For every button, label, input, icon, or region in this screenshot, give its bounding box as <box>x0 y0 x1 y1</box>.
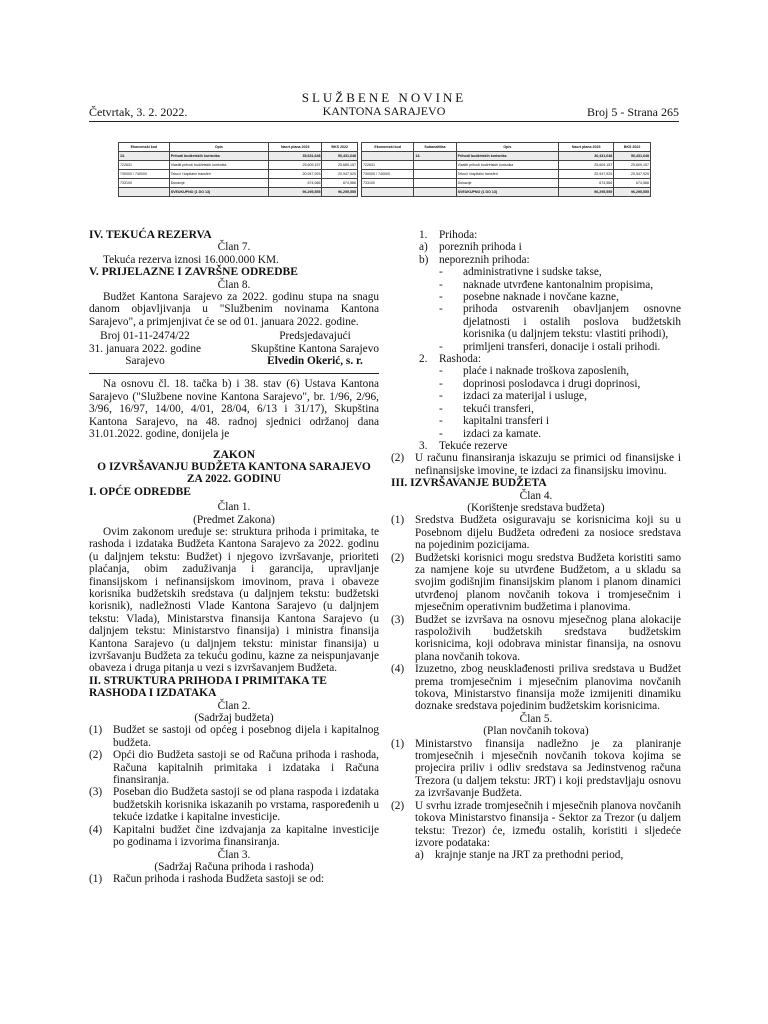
list-item: a) poreznih prihoda i <box>419 241 522 254</box>
table-cell: 674,566 <box>559 179 614 188</box>
list-item: - primljeni transferi, donacije i ostali prihodi. <box>439 340 661 353</box>
table-row <box>119 170 358 179</box>
table-cell <box>414 170 456 179</box>
table-cell: 733100 <box>119 179 170 188</box>
list-item: (2) U svrhu izrade tromjesečnih i mjesečnih planova novčanih tokova Ministarstvo finansija - Sektor za Trezor (u daljem tekstu: Trezor) će, između ostalih, koristiti i sljedeće izvore podataka: <box>391 799 681 849</box>
list-item: a) krajnje stanje na JRT za prethodni period, <box>415 849 624 862</box>
table-header-cell: Nacrt plana 2023 <box>269 143 322 152</box>
signatory-body: Skupštine Kantona Sarajevo <box>250 342 379 355</box>
table-cell: 674,566 <box>614 179 651 188</box>
article-1-text: Ovim zakonom uređuje se: struktura prihoda i primitaka, te rashoda i izdataka Budžeta Kantona Sarajevo za 2022. godinu (u daljnjem tekstu: Budžet) i njegovo izvršavanje, prioriteti plaćanja, obim zaduživanja i garancija, upravljanje finansijskom i nefinansijskom imovinom, prava i obaveze korisnika budžetskih sredstava (u daljnjem tekstu: budžetski korisnik), nadležnosti Vlade Kantona Sarajevo (u daljnjem tekstu: Vlada), Ministarstva finansija Kantona Sarajevo (u daljnjem tekstu: Ministarstvo finansija) i ministra finansija Kantona Sarajevo (u daljnjem tekstu: ministar finansija) u izvršavanju Budžeta za tekuću godinu, kazne za neispunjavanje obaveza i druga pitanja u vezi s izvršavanjem Budžeta. <box>89 525 379 675</box>
table-row <box>362 188 651 197</box>
list-item: - doprinosi poslodavca i drugi doprinosi, <box>439 377 641 390</box>
table-row <box>362 170 651 179</box>
article-7-title: Član 7. <box>217 241 251 254</box>
table-cell: 722631 <box>362 161 414 170</box>
table-row <box>119 152 358 161</box>
list-item: - posebne naknade i novčane kazne, <box>439 291 619 304</box>
table-row <box>119 161 358 170</box>
list-item: (3) Poseban dio Budžeta sastoji se od plana raspoda i izdataka budžetskih korisnika iskazanih po vrstama, raspoređenih u tekuće izdatke i kapitalne investicije. <box>89 786 379 824</box>
table-cell: 25,609,157 <box>269 161 322 170</box>
decision-number: Broj 01-11-2474/22 <box>100 330 190 343</box>
publication-subtitle: KANTONA SARAJEVO <box>322 104 446 118</box>
table-cell: Vlastiti prihodi budžetskih korisnika <box>169 161 268 170</box>
article-1-subtitle: (Predmet Zakona) <box>193 513 275 526</box>
header-rule <box>89 121 679 122</box>
article-2-title: Član 2. <box>217 699 251 712</box>
table-header-cell: Opis <box>169 143 268 152</box>
table-cell: 25,609,157 <box>614 161 651 170</box>
table-cell: 96,295,555 <box>614 188 651 197</box>
table-header-cell: Nacrt plana 2023 <box>559 143 614 152</box>
list-item: - tekući transferi, <box>439 402 534 415</box>
table-cell <box>362 188 414 197</box>
law-subtitle: O IZVRŠAVANJU BUDŽETA KANTONA SARAJEVO ZA 2022. GODINU <box>97 460 371 486</box>
article-5-title: Član 5. <box>519 712 553 725</box>
table-row <box>119 179 358 188</box>
table-cell: Donacije <box>456 179 559 188</box>
table-header-cell: Ekonomski kod <box>119 143 170 152</box>
list-item: - izdaci za kamate. <box>439 427 542 440</box>
list-item: (4) Izuzetno, zbog neusklađenosti priliva sredstava u Budžet prema tromjesečnim i mjesečnim planovima novčanih tokova, Ministarstvo finansija može izmijeniti dinamiku doznake sredstava pojedinim budžetskim korisnicima. <box>391 663 681 713</box>
signature-block <box>89 330 379 367</box>
table-cell: 730000 / 740000 <box>362 170 414 179</box>
table-cell: 730000 / 740000 <box>119 170 170 179</box>
table-cell: 96,295,555 <box>559 188 614 197</box>
table-header-row <box>362 143 651 152</box>
table-cell: 96,295,555 <box>322 188 358 197</box>
decision-place: Sarajevo <box>125 355 165 368</box>
table-cell: Vlastiti prihodi budžetskih korisnika <box>456 161 559 170</box>
article-4-title: Član 4. <box>519 489 553 502</box>
article-3-subtitle: (Sadržaj Računa prihoda i rashoda) <box>154 860 314 873</box>
table-header-cell: BKS 2022 <box>322 143 358 152</box>
table-row <box>119 188 358 197</box>
section-ii-heading: II. STRUKTURA PRIHODA I PRIMITAKA TE RASHODA I IZDATAKA <box>89 674 327 700</box>
list-item: - izdaci za materijal i usluge, <box>439 390 587 403</box>
table-cell: 674,566 <box>269 179 322 188</box>
table-cell: SVEUKUPNO (1 DO 13) <box>169 188 268 197</box>
list-item: - naknade utvrđene kantonalnim propisima, <box>439 278 654 291</box>
list-item: 3. Tekuće rezerve <box>419 439 508 452</box>
table-cell: 25,689,157 <box>322 161 358 170</box>
article-8-title: Član 8. <box>217 278 251 291</box>
table-row <box>362 179 651 188</box>
section-iv-heading: IV. TEKUĆA REZERVA <box>89 229 212 241</box>
table-cell: Prihodi budžetskih korisnika <box>169 152 268 161</box>
table-cell: 722631 <box>119 161 170 170</box>
left-column <box>89 229 379 886</box>
list-item: 2. Rashoda: <box>419 353 482 366</box>
list-item: (3) Budžet se izvršava na osnovu mjesečnog plana alokacije raspoloživih budžetskih sredstava budžetskim korisnicima, koji odobrava ministar finansija, na osnovu plana novčanih tokova. <box>391 613 681 663</box>
table-header-cell: Opis <box>456 143 559 152</box>
list-item: 1. Prihoda: <box>419 229 478 241</box>
list-item: - plaće i naknade troškova zaposlenih, <box>439 365 629 378</box>
table-cell: 50,431,648 <box>322 152 358 161</box>
list-item: - kapitalni transferi i <box>439 415 549 428</box>
table-cell: 25,609,157 <box>559 161 614 170</box>
publication-title: SLUŽBENE NOVINE <box>301 90 467 105</box>
list-item: (1) Sredstva Budžeta osiguravaju se korisnicima koji su u Posebnom dijelu Budžeta određeni za nosioce sredstava na pojedinim pozicijama. <box>391 514 681 552</box>
table-header-cell: BKS 2022 <box>614 143 651 152</box>
signatory-name: Elvedin Okerić, s. r. <box>267 355 363 368</box>
table-cell: 13. <box>414 152 456 161</box>
table-cell: 733100 <box>362 179 414 188</box>
separator-rule <box>89 373 379 374</box>
article-5-subtitle: (Plan novčanih tokova) <box>483 725 589 738</box>
table-cell: 20,947,925 <box>269 170 322 179</box>
list-item: (1) Ministarstvo finansija nadležno je za planiranje tromjesečnih i mjesečnih novčanih tokova kojima se projecira priliv i odliv sredstava sa Jedinstvenog računa Trezora (u daljem tekstu: JRT) i koji predstavljaju osnovu za izvršavanje Budžeta. <box>391 737 681 800</box>
table-cell: Prihodi budžetskih korisnika <box>456 152 559 161</box>
table-row <box>362 152 651 161</box>
issue-date: Četvrtak, 3. 2. 2022. <box>89 105 188 119</box>
table-cell <box>414 161 456 170</box>
table-cell: 30,431,648 <box>559 152 614 161</box>
budget-table-left <box>118 142 358 197</box>
list-item: (2) Opći dio Budžeta sastoji se od Računa prihoda i rashoda, Računa kapitalnih primitaka i izdataka i Računa finansiranja. <box>89 749 379 787</box>
list-item: (4) Kapitalni budžet čine izdvajanja za kapitalne investicije po godinama i izvorima finansiranja. <box>89 823 379 849</box>
list-item: (2) U računu finansiranja iskazuju se primici od finansijske i nefinansijske imovine, te izdaci za finansijsku imovinu. <box>391 452 681 477</box>
table-header-row <box>119 143 358 152</box>
table-cell: Tekući i kapitalni transferi <box>169 170 268 179</box>
article-2-subtitle: (Sadržaj budžeta) <box>194 712 274 725</box>
table-cell: 13. <box>119 152 170 161</box>
list-item: - administrativne i sudske takse, <box>439 266 602 279</box>
signatory-role: Predsjedavajući <box>279 330 351 343</box>
issue-page: Broj 5 - Strana 265 <box>587 105 679 119</box>
decision-date: 31. januara 2022. godine <box>89 342 201 355</box>
list-item: b) neporeznih prihoda: <box>419 253 530 266</box>
article-1-title: Član 1. <box>217 501 251 514</box>
table-cell: 20,947,925 <box>322 170 358 179</box>
table-cell <box>414 188 456 197</box>
table-cell: 674,566 <box>322 179 358 188</box>
section-iii-heading: III. IZVRŠAVANJE BUDŽETA <box>391 477 547 490</box>
table-header-cell: Subanalitika <box>414 143 456 152</box>
table-cell: Donacije <box>169 179 268 188</box>
list-item: - prihoda ostvarenih obavljanjem osnovne djelatnosti i ostalih poslova budžetskih korisnika (u daljnjem tekstu: vlastiti prihodi), <box>439 303 681 341</box>
article-7-text: Tekuća rezerva iznosi 16.000.000 KM. <box>103 253 279 266</box>
article-2-items <box>89 724 379 848</box>
list-item: (1) Račun prihoda i rashoda Budžeta sastoji se od: <box>89 873 325 886</box>
table-cell <box>414 179 456 188</box>
table-row <box>362 161 651 170</box>
list-item: (1) Budžet se sastoji od općeg i posebnog dijela i kapitalnog budžeta. <box>89 724 379 749</box>
table-cell: 20,947,925 <box>559 170 614 179</box>
list-item: (2) Budžetski korisnici mogu sredstva Budžeta koristiti samo za namjene koje su utvrđene Budžetom, a u skladu sa svojim godišnjim finansijskim planom i planom dinamici utvrđenoj planom novčanih tokova i tromjesečnim i mjesečnim operativnim budžetima i planovima. <box>391 551 681 614</box>
table-cell <box>119 188 170 197</box>
table-cell <box>362 152 414 161</box>
table-cell: 35,631,648 <box>269 152 322 161</box>
right-column <box>391 229 681 862</box>
section-i-heading: I. OPĆE ODREDBE <box>89 485 191 498</box>
law-intro: Na osnovu čl. 18. tačka b) i 38. stav (6) Ustava Kantona Sarajevo ("Službene novine Kantona Sarajevo", br. 1/96, 2/96, 3/96, 16/97, 14/00, 4/01, 28/04, 6/13 i 31/17), Skupština Kantona Sarajevo, na 48. radnoj sjednici održanoj dana 31.01.2022. godine, donijela je <box>89 378 379 441</box>
article-4-subtitle: (Korištenje sredstava budžeta) <box>467 501 605 514</box>
table-cell: 50,431,648 <box>614 152 651 161</box>
section-v-heading: V. PRIJELAZNE I ZAVRŠNE ODREDBE <box>89 266 298 279</box>
budget-table-right <box>361 142 651 197</box>
table-cell: SVEUKUPNO (1 DO 13) <box>456 188 559 197</box>
table-header-cell: Ekonomski kod <box>362 143 414 152</box>
table-cell: 96,295,555 <box>269 188 322 197</box>
table-cell: 20,947,925 <box>614 170 651 179</box>
article-3-title: Član 3. <box>217 848 251 861</box>
table-cell: Tekući i kapitalni transferi <box>456 170 559 179</box>
law-title: ZAKON <box>212 448 256 461</box>
article-8-text: Budžet Kantona Sarajevo za 2022. godinu stupa na snagu danom objavljivanja u "Službenim novinama Kantona Sarajevo", a primjenjivat će se od 01. januara 2022. godine. <box>89 291 379 328</box>
